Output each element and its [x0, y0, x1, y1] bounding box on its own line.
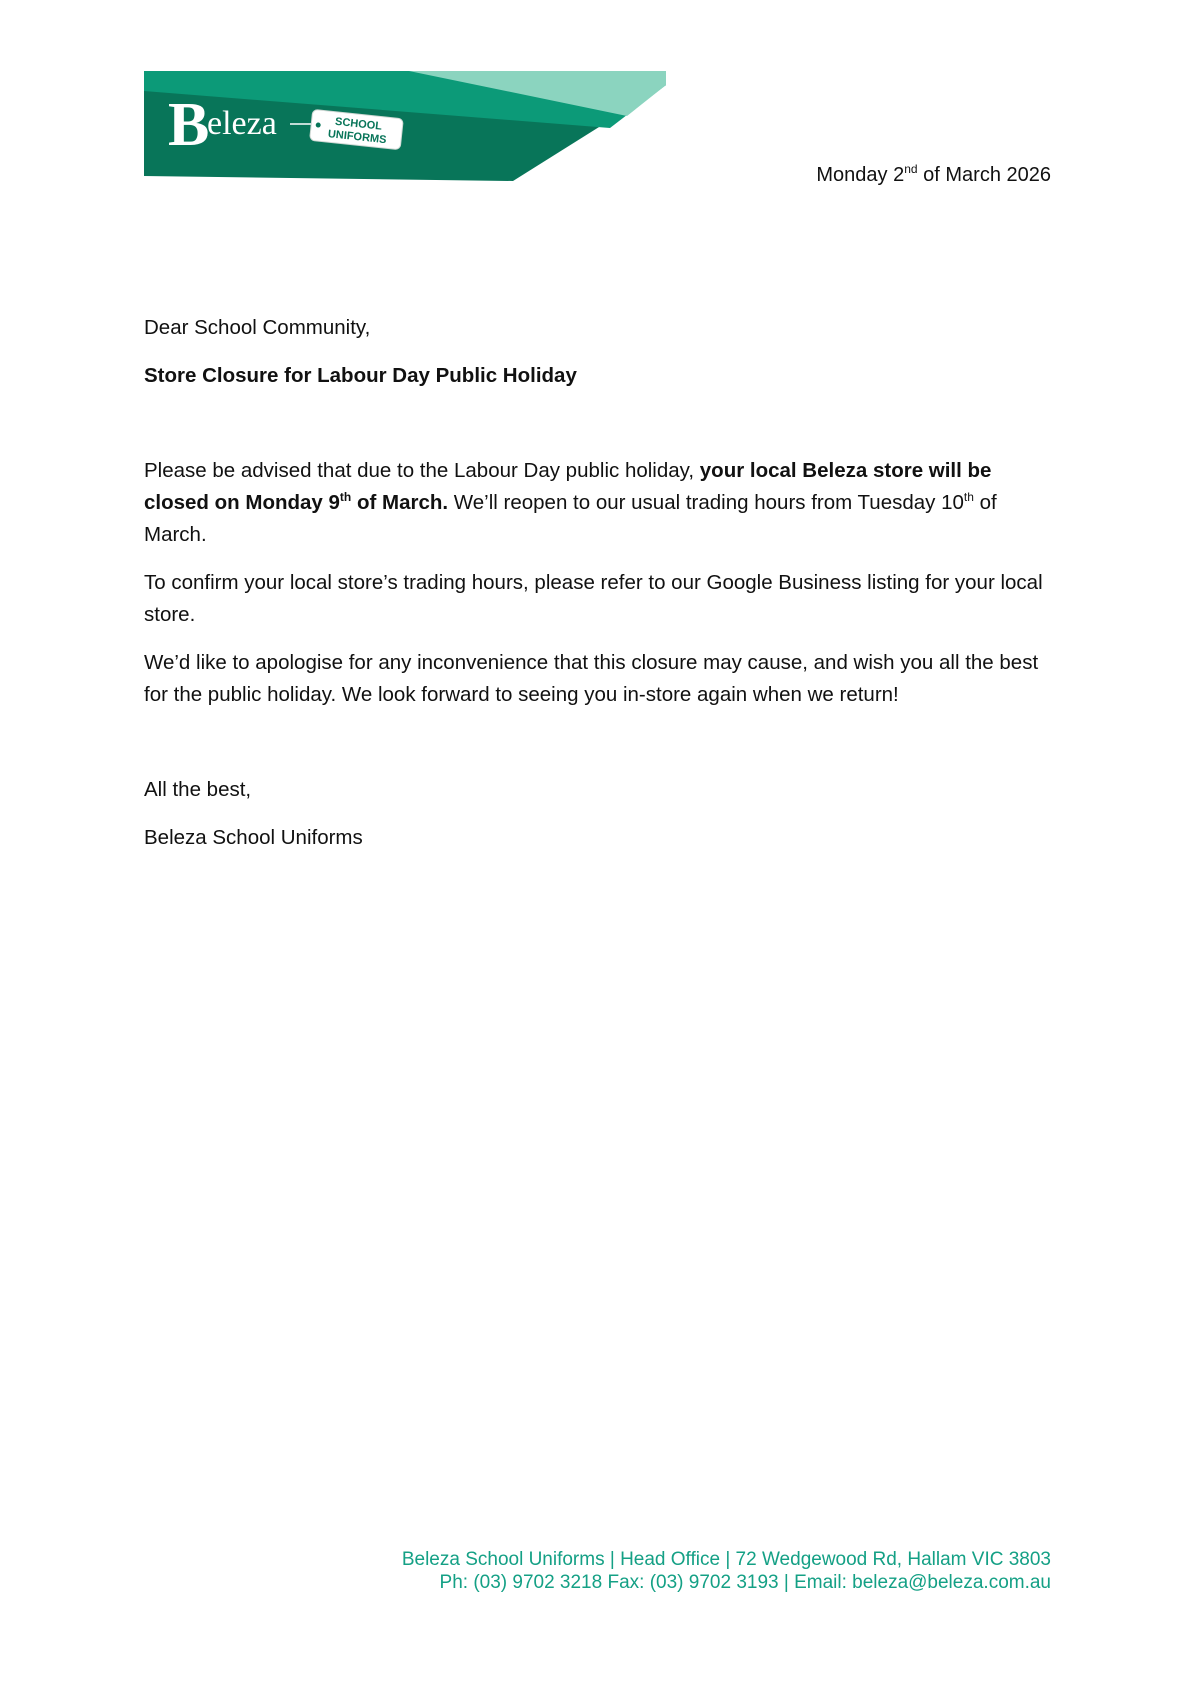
- letter-paragraph-closure: Please be advised that due to the Labour Day public holiday, your local Beleza store will be closed on Monday 9th of March. We’ll reopen to our usual trading hours from Tuesday 10th of March.: [144, 459, 997, 546]
- letter-signature: Beleza School Uniforms: [144, 826, 363, 849]
- logo-tag-line2: UNIFORMS: [327, 128, 387, 147]
- letter-paragraph-trading-hours: To confirm your local store’s trading hours, please refer to our Google Business listing for your local store.: [144, 571, 1043, 626]
- letter-paragraph-apology: We’d like to apologise for any inconvenience that this closure may cause, and wish you all the best for the public holiday. We look forward to seeing you in-store again when we return!: [144, 651, 1039, 706]
- logo-wordmark: eleza: [207, 105, 277, 142]
- letter-subject: Store Closure for Labour Day Public Holiday: [144, 364, 577, 387]
- letter-date: Monday 2nd of March 2026: [816, 162, 1051, 186]
- letter-footer: [402, 1548, 1051, 1594]
- footer-contact: Ph: (03) 9702 3218 Fax: (03) 9702 3193 | Email: beleza@beleza.com.au: [439, 1572, 1051, 1593]
- letter-greeting: Dear School Community,: [144, 316, 371, 339]
- closure-highlight: your local Beleza store will be closed on Monday 9th of March.: [144, 459, 992, 514]
- letter-closing: All the best,: [144, 778, 252, 801]
- logo-initial: B: [168, 91, 210, 159]
- logo-tag-line1: SCHOOL: [334, 115, 383, 133]
- beleza-logo: [144, 71, 666, 181]
- footer-address: Beleza School Uniforms | Head Office | 72 Wedgewood Rd, Hallam VIC 3803: [401, 1549, 1051, 1570]
- logo-graphic: [144, 71, 666, 181]
